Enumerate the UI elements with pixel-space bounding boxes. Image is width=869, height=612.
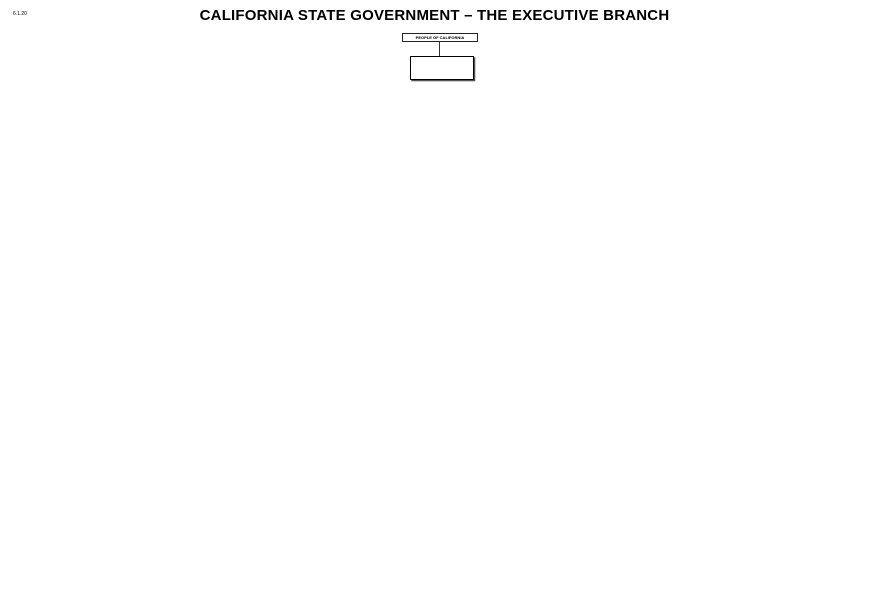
connector-line bbox=[439, 42, 440, 56]
people-of-california bbox=[402, 33, 478, 42]
governor-box bbox=[410, 56, 474, 80]
date-label: 6.1.20 bbox=[13, 11, 27, 17]
people-label: PEOPLE OF CALIFORNIA bbox=[415, 34, 465, 40]
page-title: CALIFORNIA STATE GOVERNMENT – THE EXECUTIVE BRANCH bbox=[199, 7, 670, 24]
